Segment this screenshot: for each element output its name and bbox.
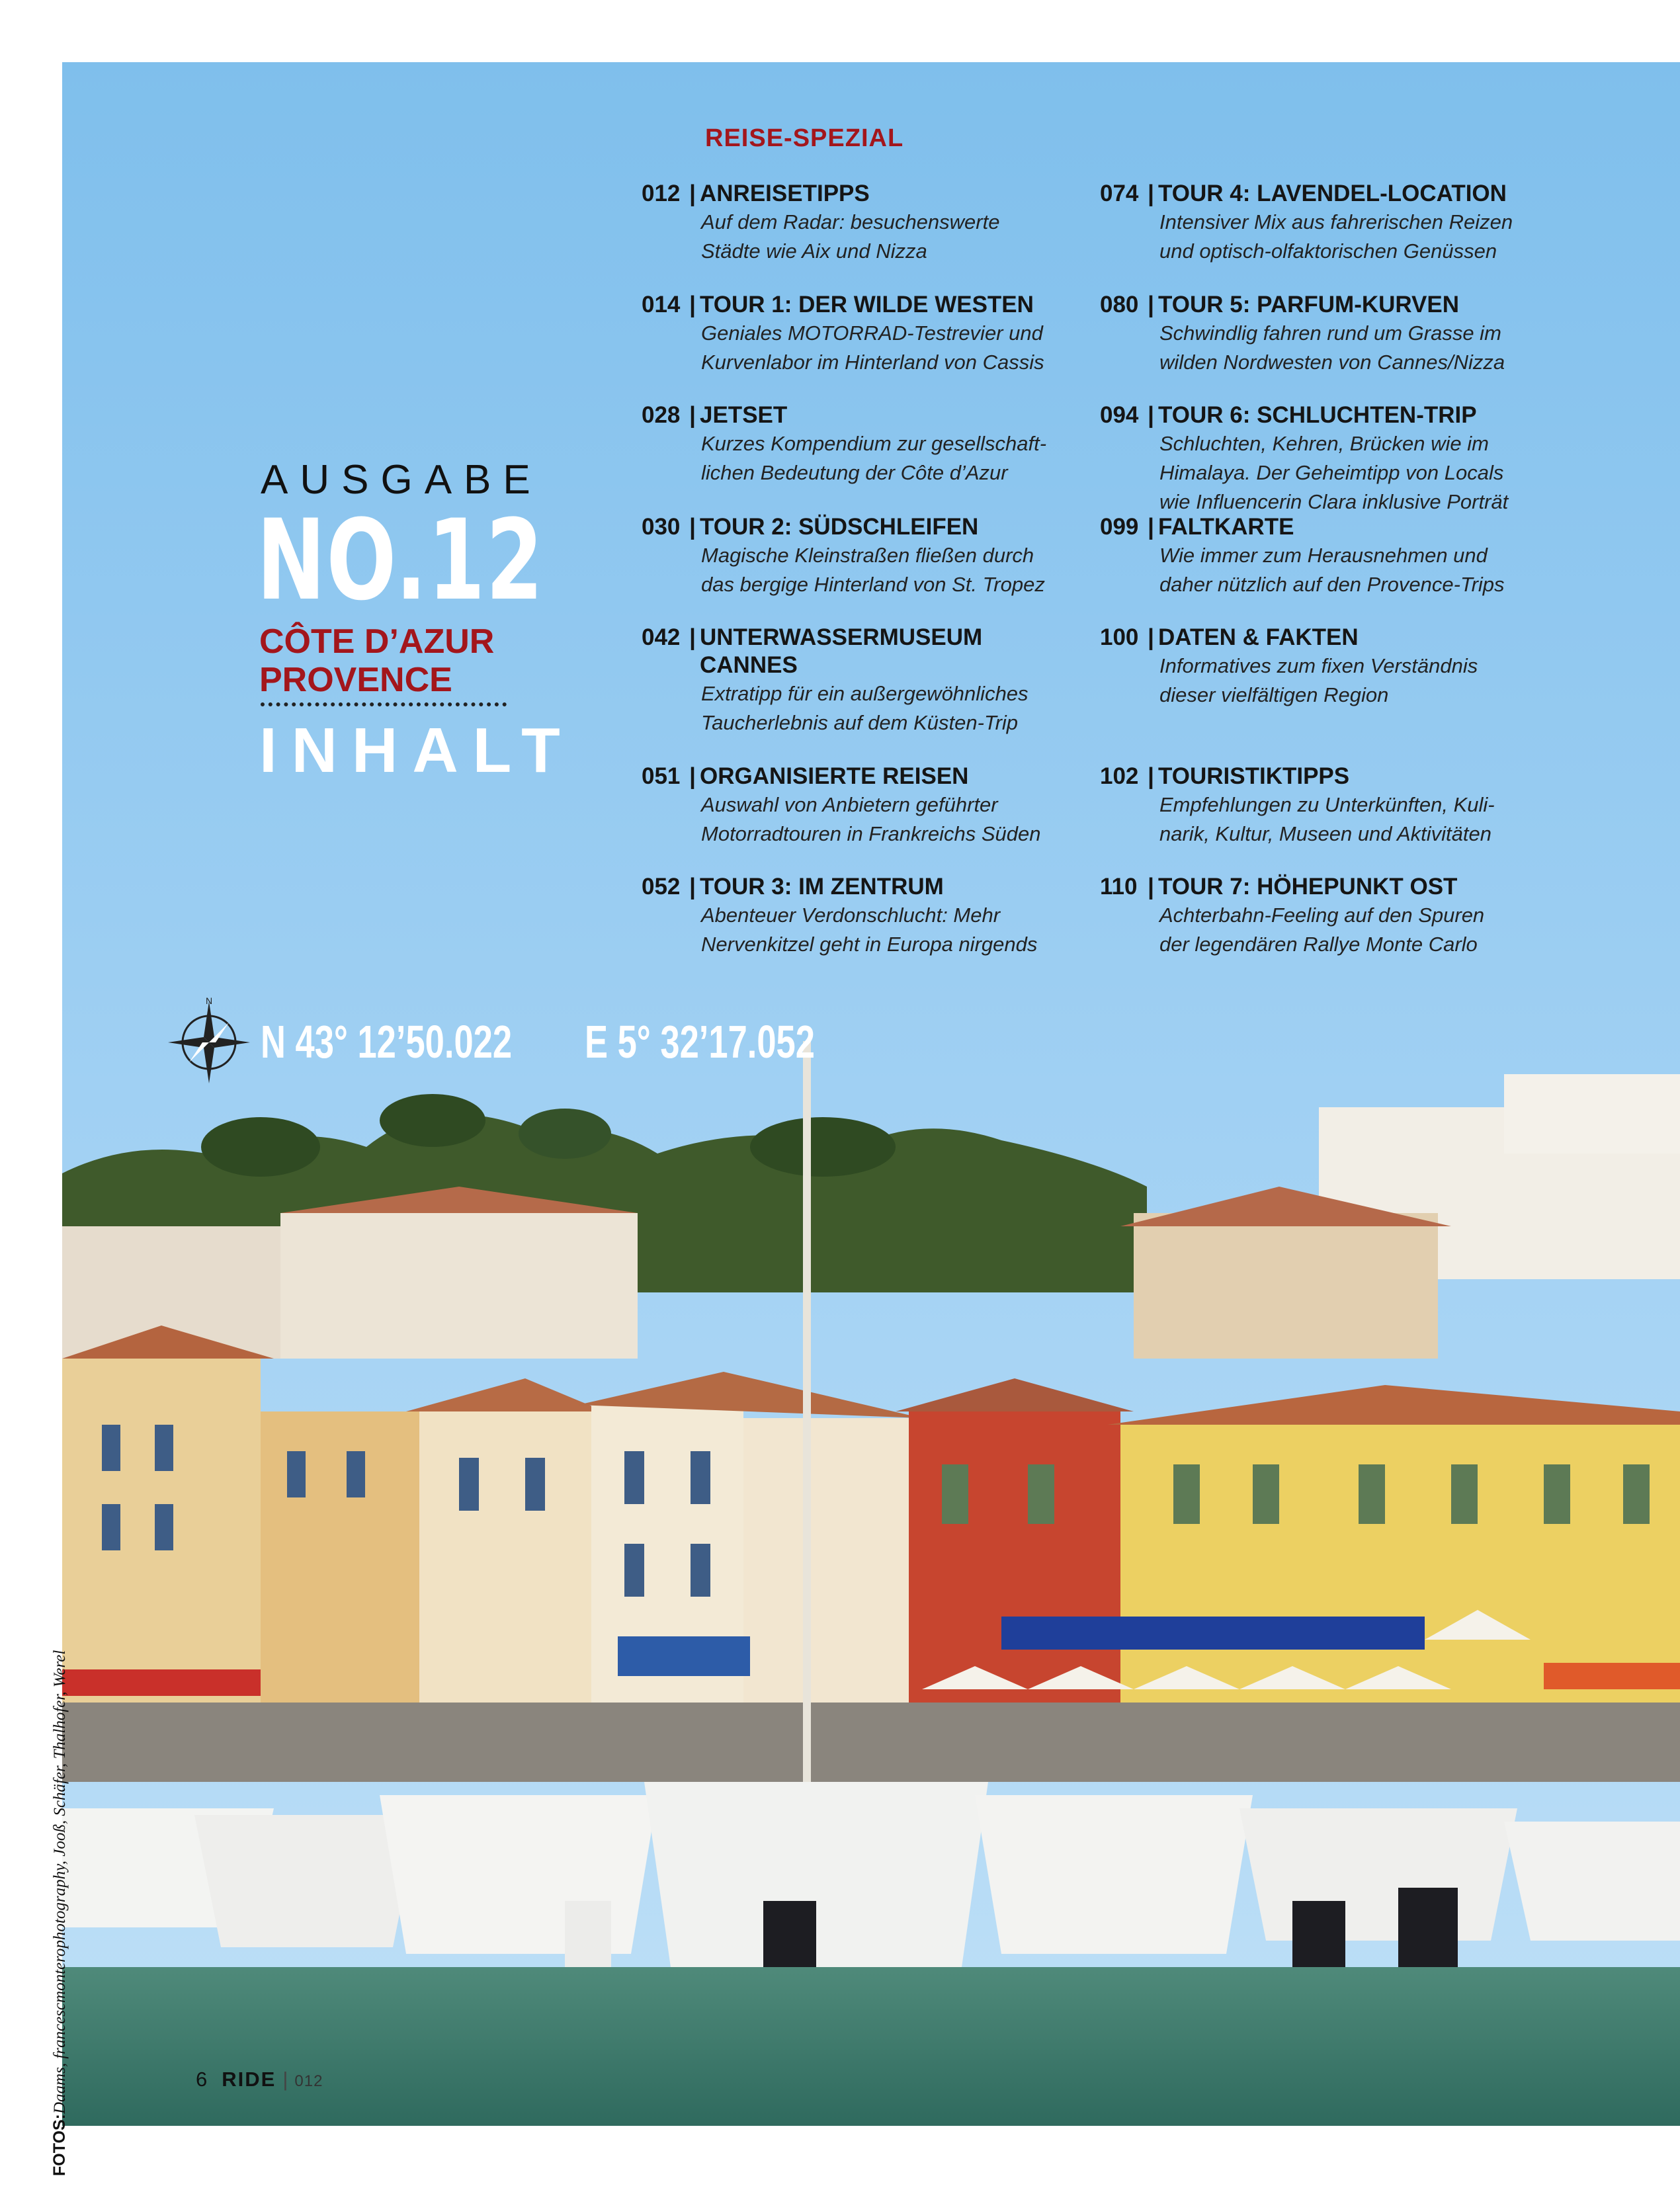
toc-separator: |	[1148, 874, 1154, 900]
toc-entry-title: JETSET	[700, 402, 788, 428]
toc-page-number: 028	[642, 402, 681, 428]
toc-separator: |	[1148, 292, 1154, 317]
toc-entry-title: TOUR 3: IM ZENTRUM	[700, 874, 944, 900]
toc-entry-description: Schwindlig fahren rund um Grasse im	[1159, 321, 1501, 345]
toc-entry-head	[1100, 401, 1523, 429]
toc-separator: |	[689, 181, 696, 206]
toc-separator: |	[1148, 181, 1154, 206]
toc-entry-title: DATEN & FAKTEN	[1158, 624, 1359, 650]
toc-entry-description: lichen Bedeutung der Côte d’Azur	[701, 461, 1008, 484]
toc-entry-description: Extratipp für ein außergewöhnliches	[701, 682, 1029, 705]
toc-page-number: 080	[1100, 292, 1139, 317]
toc-page-number: 110	[1100, 874, 1138, 900]
toc-page-number: 074	[1100, 181, 1139, 206]
toc-entry	[642, 873, 1065, 959]
toc-entry-description: narik, Kultur, Museen und Aktivitäten	[1159, 822, 1492, 845]
toc-entry-head	[642, 624, 1065, 679]
toc-entry	[1100, 873, 1523, 959]
toc-page-number: 102	[1100, 763, 1139, 789]
toc-entry-description: Geniales MOTORRAD-Testrevier und	[701, 321, 1043, 345]
toc-entry-description: Abenteuer Verdonschlucht: Mehr	[701, 904, 1001, 927]
toc-entry-title: TOUR 6: SCHLUCHTEN-TRIP	[1158, 402, 1477, 428]
toc-separator: |	[1148, 624, 1154, 650]
toc-entry	[642, 624, 1065, 737]
toc-page-number: 014	[642, 292, 681, 317]
toc-entry-head	[1100, 513, 1523, 541]
toc-entry-description: Informatives zum fixen Verständnis	[1159, 654, 1478, 677]
toc-entry-description: Intensiver Mix aus fahrerischen Reizen	[1159, 210, 1513, 233]
toc-entry-head	[1100, 180, 1523, 208]
toc-entry-description: Kurzes Kompendium zur gesellschaft-	[701, 432, 1047, 455]
toc-entry-title: FALTKARTE	[1158, 514, 1294, 540]
toc-entry-description: dieser vielfältigen Region	[1159, 683, 1389, 706]
toc-entry	[642, 401, 1065, 487]
toc-entry-title: ORGANISIERTE REISEN	[700, 763, 969, 789]
toc-page-number: 099	[1100, 514, 1139, 540]
longitude: E 5° 32’17.052	[585, 1016, 815, 1068]
toc-entry-head	[642, 513, 1065, 541]
toc-entry-head	[1100, 763, 1523, 790]
toc-entry-title: TOUR 5: PARFUM-KURVEN	[1158, 292, 1460, 317]
toc-entry-description: Wie immer zum Herausnehmen und	[1159, 544, 1488, 567]
toc-entry	[1100, 513, 1523, 599]
toc-entry-description: und optisch-olfaktorischen Genüssen	[1159, 239, 1497, 263]
toc-entry-description: Magische Kleinstraßen fließen durch	[701, 544, 1034, 567]
toc-entry-description: Schluchten, Kehren, Brücken wie im	[1159, 432, 1489, 455]
toc-entry-description: Himalaya. Der Geheimtipp von Locals	[1159, 461, 1504, 484]
latitude: N 43° 12’50.022	[261, 1016, 513, 1068]
toc-entry-description: Taucherlebnis auf dem Küsten-Trip	[701, 711, 1019, 734]
toc-entry	[1100, 401, 1523, 517]
toc-entry-head	[1100, 624, 1523, 652]
toc-entry-description: Motorradtouren in Frankreichs Süden	[701, 822, 1041, 845]
toc-entry-title: ANREISETIPPS	[700, 181, 870, 206]
toc-separator: |	[689, 514, 696, 540]
toc-page-number: 012	[642, 181, 681, 206]
toc-separator: |	[689, 874, 696, 900]
toc-entry-title: TOUR 4: LAVENDEL-LOCATION	[1158, 181, 1507, 206]
toc-entry-title: TOUR 7: HÖHEPUNKT OST	[1158, 874, 1458, 900]
toc-entry-title: TOUR 1: DER WILDE WESTEN	[700, 292, 1034, 317]
toc-entry-title: TOURISTIKTIPPS	[1158, 763, 1350, 789]
toc-entry	[642, 513, 1065, 599]
toc-entry-description: Nervenkitzel geht in Europa nirgends	[701, 933, 1038, 956]
toc-page-number: 051	[642, 763, 681, 789]
toc-entry-title: TOUR 2: SÜDSCHLEIFEN	[700, 514, 979, 540]
page-footer	[196, 2068, 323, 2091]
photo-credit: FOTOS:Daams, francescmonterophotography, Jooß, Schäfer, Thalhofer, Werel	[50, 1650, 69, 2176]
magazine-name: RIDE	[222, 2068, 276, 2091]
toc-page-number: 100	[1100, 624, 1139, 650]
toc-entry-title: UNTERWASSERMUSEUM CANNES	[700, 624, 983, 678]
dotted-divider	[261, 702, 507, 706]
toc-entry-description: wie Influencerin Clara inklusive Porträt	[1159, 490, 1509, 513]
toc-entry-head	[1100, 873, 1523, 901]
compass-icon	[163, 996, 255, 1089]
toc-entry-description: daher nützlich auf den Provence-Trips	[1159, 573, 1505, 596]
toc-entry-description: Auf dem Radar: besuchenswerte	[701, 210, 1000, 233]
toc-entry-description: Empfehlungen zu Unterkünften, Kuli-	[1159, 793, 1495, 816]
contents-heading: INHALT	[259, 715, 575, 786]
toc-entry-description: Achterbahn-Feeling auf den Spuren	[1159, 904, 1485, 927]
toc-entry-description: Auswahl von Anbietern geführter	[701, 793, 998, 816]
issue-code: 012	[294, 2072, 323, 2090]
footer-separator: |	[282, 2068, 288, 2091]
section-title: REISE-SPEZIAL	[705, 124, 904, 152]
toc-entry	[642, 180, 1065, 266]
toc-separator: |	[689, 763, 696, 789]
toc-entry-description: Kurvenlabor im Hinterland von Cassis	[701, 351, 1044, 374]
toc-entry-head	[642, 291, 1065, 319]
toc-separator: |	[1148, 763, 1154, 789]
issue-number: NO.12	[257, 495, 544, 625]
toc-entry-description: wilden Nordwesten von Cannes/Nizza	[1159, 351, 1505, 374]
toc-separator: |	[689, 292, 696, 317]
toc-page-number: 094	[1100, 402, 1139, 428]
toc-entry-head	[642, 873, 1065, 901]
region-line-2: PROVENCE	[259, 661, 452, 699]
toc-entry-head	[642, 180, 1065, 208]
toc-separator: |	[689, 402, 696, 428]
toc-page-number: 052	[642, 874, 681, 900]
issue-label: AUSGABE	[261, 457, 542, 503]
toc-entry	[1100, 291, 1523, 377]
toc-separator: |	[1148, 402, 1154, 428]
toc-entry	[1100, 624, 1523, 710]
toc-entry-description: der legendären Rallye Monte Carlo	[1159, 933, 1478, 956]
toc-entry	[1100, 763, 1523, 849]
compass-n-label: N	[205, 996, 213, 1006]
toc-entry	[1100, 180, 1523, 266]
toc-separator: |	[1148, 514, 1154, 540]
toc-entry-head	[642, 763, 1065, 790]
page-number: 6	[196, 2068, 208, 2091]
toc-entry	[642, 291, 1065, 377]
toc-entry-description: das bergige Hinterland von St. Tropez	[701, 573, 1045, 596]
toc-entry-head	[1100, 291, 1523, 319]
toc-entry-head	[642, 401, 1065, 429]
toc-entry-description: Städte wie Aix und Nizza	[701, 239, 927, 263]
toc-page-number: 030	[642, 514, 681, 540]
toc-page-number: 042	[642, 624, 681, 650]
toc-separator: |	[689, 624, 696, 650]
region-line-1: CÔTE D’AZUR	[259, 622, 495, 661]
toc-entry	[642, 763, 1065, 849]
